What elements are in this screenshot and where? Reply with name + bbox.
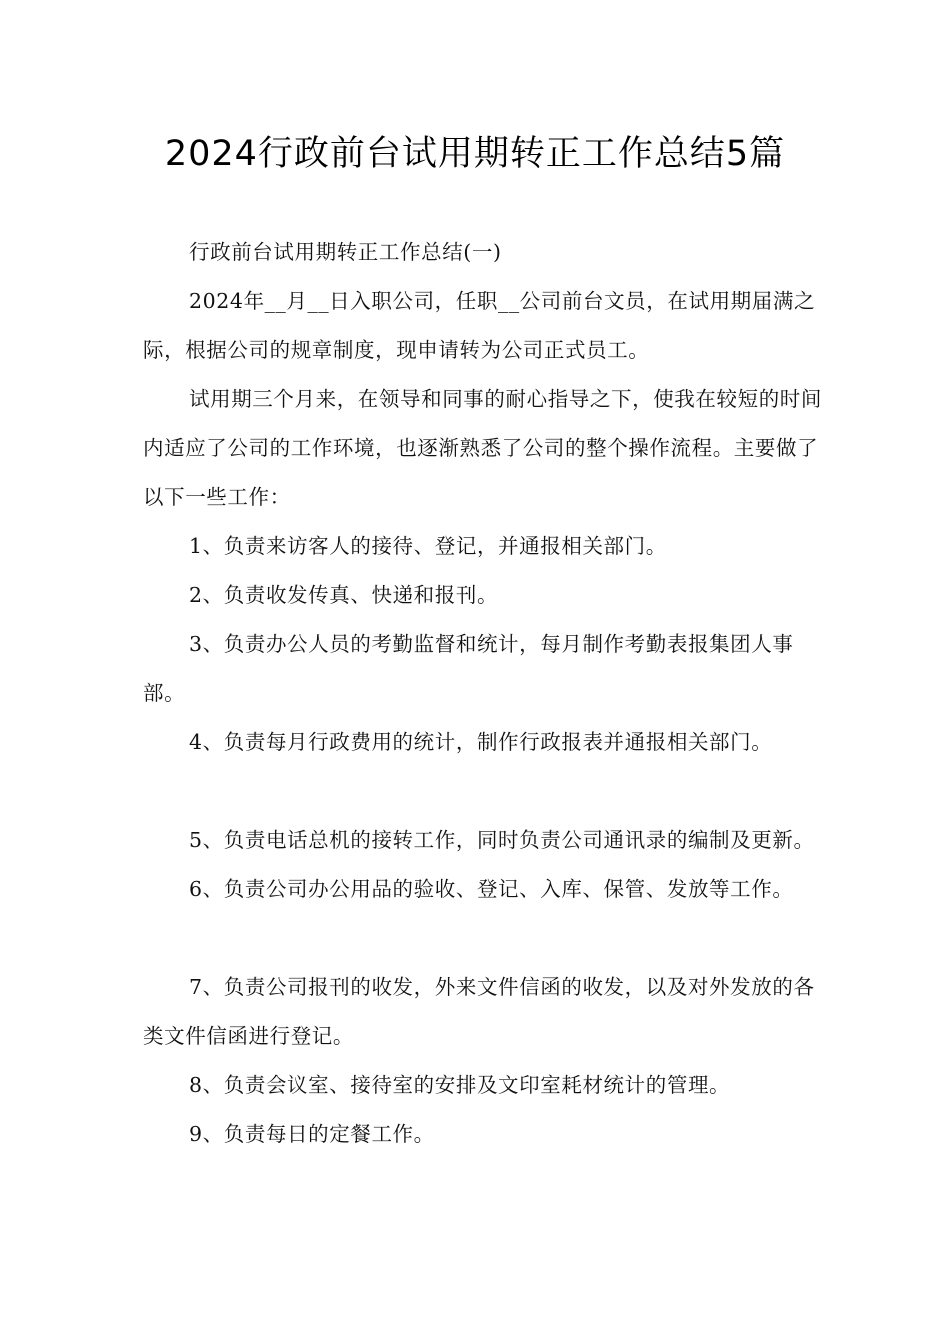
- paragraph-gap: [143, 914, 823, 963]
- section-heading: 行政前台试用期转正工作总结(一): [189, 240, 502, 264]
- list-item-9: 9、负责每日的定餐工作。: [189, 1122, 435, 1146]
- document-body: [143, 228, 823, 1159]
- list-item-6: 6、负责公司办公用品的验收、登记、入库、保管、发放等工作。: [189, 877, 794, 901]
- paragraph-intro: 2024年__月__日入职公司，任职__公司前台文员，在试用期届满之际，根据公司的规章制度，现申请转为公司正式员工。: [143, 289, 816, 362]
- list-item-2: 2、负责收发传真、快递和报刊。: [189, 583, 499, 607]
- list-item-7: 7、负责公司报刊的收发，外来文件信函的收发，以及对外发放的各类文件信函进行登记。: [143, 975, 815, 1048]
- list-item-5: 5、负责电话总机的接转工作，同时负责公司通讯录的编制及更新。: [189, 828, 815, 852]
- paragraph-gap: [143, 767, 823, 816]
- document-title: 2024行政前台试用期转正工作总结5篇: [164, 134, 786, 174]
- list-item-4: 4、负责每月行政费用的统计，制作行政报表并通报相关部门。: [189, 730, 773, 754]
- list-item-8: 8、负责会议室、接待室的安排及文印室耗材统计的管理。: [189, 1073, 731, 1097]
- list-item-3: 3、负责办公人员的考勤监督和统计，每月制作考勤表报集团人事部。: [143, 632, 794, 705]
- paragraph-summary: 试用期三个月来，在领导和同事的耐心指导之下，使我在较短的时间内适应了公司的工作环境，也逐渐熟悉了公司的整个操作流程。主要做了以下一些工作：: [143, 387, 822, 509]
- list-item-1: 1、负责来访客人的接待、登记，并通报相关部门。: [189, 534, 667, 558]
